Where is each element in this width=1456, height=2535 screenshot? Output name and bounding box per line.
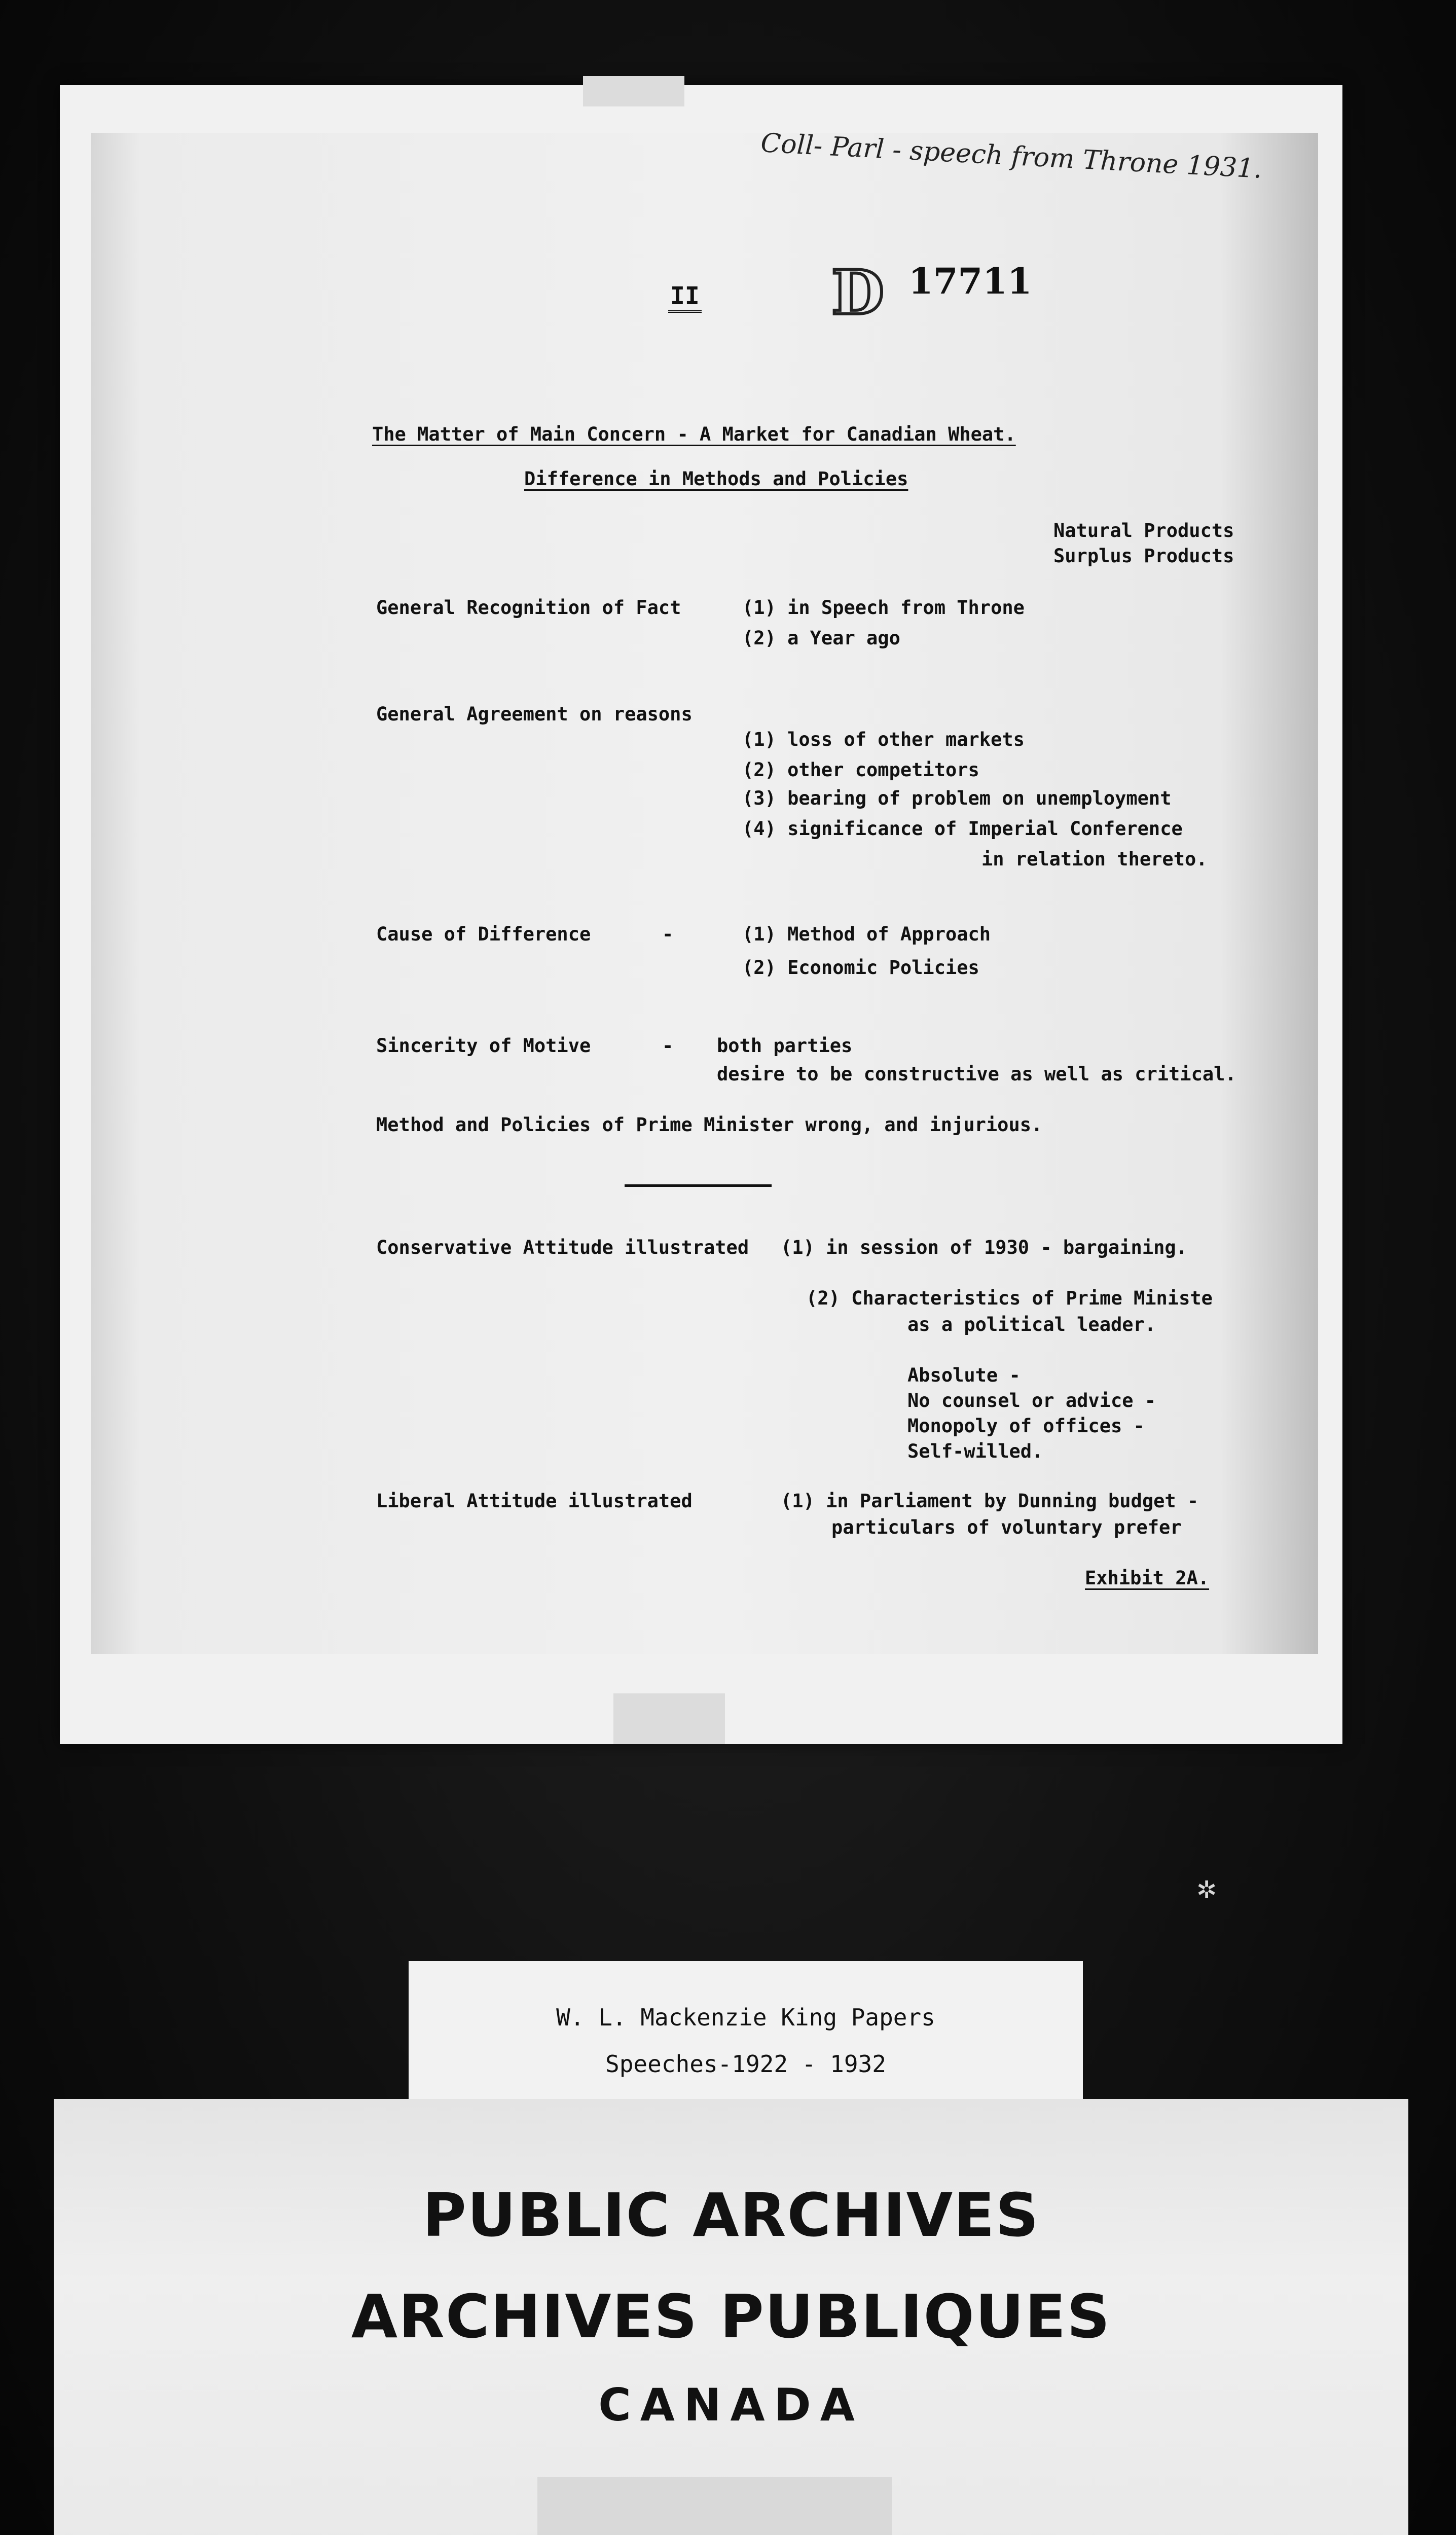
outline-item: (1) in Speech from Throne	[742, 597, 1025, 619]
section-numeral: II	[668, 284, 702, 313]
outline-item: (1) Method of Approach	[742, 923, 991, 945]
outline-label: General Agreement on reasons	[376, 703, 693, 725]
liberal-label: Liberal Attitude illustrated	[376, 1490, 693, 1512]
outline-item: in relation thereto.	[981, 848, 1208, 870]
outline-dash: -	[662, 1035, 674, 1057]
method-line: Method and Policies of Prime Minister wrong, and injurious.	[376, 1114, 1043, 1136]
document-title: The Matter of Main Concern - A Market for Canadian Wheat.	[372, 423, 1016, 445]
outline-item: (2) other competitors	[742, 759, 979, 781]
liberal-item: particulars of voluntary prefer	[831, 1516, 1182, 1538]
outline-label: Cause of Difference	[376, 923, 591, 945]
banner-french: ARCHIVES PUBLIQUES	[351, 2282, 1111, 2351]
conservative-item: as a political leader.	[907, 1314, 1156, 1335]
document-subtitle: Difference in Methods and Policies	[524, 468, 908, 490]
outline-item: (3) bearing of problem on unemployment	[742, 787, 1172, 809]
exhibit-reference: Exhibit 2A.	[1085, 1567, 1210, 1589]
banner-english: PUBLIC ARCHIVES	[422, 2180, 1040, 2250]
trait-line: Absolute -	[907, 1364, 1021, 1386]
collection-series: Speeches-1922 - 1932	[605, 2050, 886, 2078]
outline-item: desire to be constructive as well as critical.	[717, 1063, 1236, 1085]
stamp-letter: D	[831, 257, 885, 329]
side-note-line: Natural Products	[1053, 520, 1234, 541]
clip-tab-top	[583, 76, 684, 106]
liberal-item: (1) in Parliament by Dunning budget -	[781, 1490, 1199, 1512]
outline-label: Sincerity of Motive	[376, 1035, 591, 1057]
clip-tab-bottom	[613, 1693, 725, 1744]
collection-name: W. L. Mackenzie King Papers	[556, 2004, 935, 2031]
conservative-item: (2) Characteristics of Prime Ministe	[806, 1287, 1213, 1309]
scan-speck: ✲	[1196, 1876, 1217, 1904]
outline-label: General Recognition of Fact	[376, 597, 681, 619]
outline-item: both parties	[717, 1035, 853, 1057]
outline-dash: -	[662, 923, 674, 945]
archive-banner	[54, 2099, 1408, 2535]
trait-line: Monopoly of offices -	[907, 1415, 1145, 1437]
side-note-line: Surplus Products	[1053, 545, 1234, 567]
trait-line: Self-willed.	[907, 1440, 1043, 1462]
outline-item: (2) a Year ago	[742, 627, 900, 649]
conservative-item: (1) in session of 1930 - bargaining.	[781, 1237, 1187, 1258]
banner-country: CANADA	[598, 2379, 864, 2431]
banner-clip-tab	[537, 2477, 892, 2535]
stamp-number: 17711	[908, 260, 1032, 302]
divider-rule	[625, 1184, 772, 1187]
collection-label-card	[409, 1961, 1083, 2103]
outline-item: (2) Economic Policies	[742, 957, 979, 979]
outline-item: (4) significance of Imperial Conference	[742, 818, 1183, 840]
outline-item: (1) loss of other markets	[742, 729, 1025, 750]
handwritten-note: Coll- Parl - speech from Throne 1931.	[760, 128, 1263, 185]
conservative-label: Conservative Attitude illustrated	[376, 1237, 749, 1258]
trait-line: No counsel or advice -	[907, 1390, 1156, 1411]
